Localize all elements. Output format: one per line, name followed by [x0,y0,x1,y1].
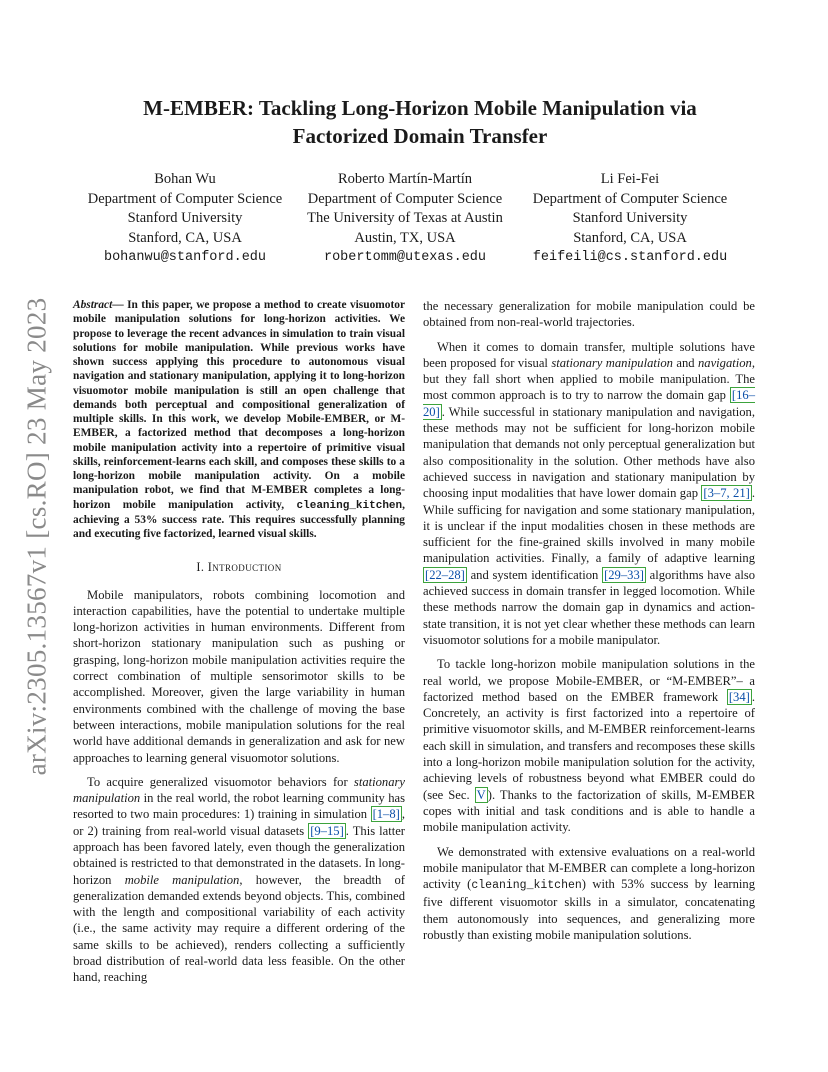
text-run: and [672,355,698,370]
author-institution: Stanford University [572,210,688,226]
intro-paragraph-2-continued: the necessary generalization for mobile manipulation could be obtained from non-real-world trajectories. [423,299,755,330]
emphasis: stationary manipulation [73,774,405,806]
author-email[interactable]: bohanwu@stanford.edu [103,250,267,265]
author-3 [525,170,735,268]
citation-link[interactable]: [22–28] [425,567,465,582]
abstract-text: In this paper, we propose a method to create visuomotor mobile manipulation solutions for long-horizon activities. We propose to leverage the recent advances in simulation to train visual solutions for mobile manipulation. While previous works have shown success applying this procedure to autonomous visual navigation and stationary manipulation, applying it to long-horizon visuomotor mobile manipulation is still an open challenge that demands both perceptual and compositional generalization of multiple skills. In this work, we develop Mobile-EMBER, or M-EMBER, a factorized method that decomposes a long-horizon mobile manipulation activity into a repertoire of primitive visual skills, reinforcement-learns each skill, and composes these skills to a long-horizon mobile manipulation activity. On a mobile manipulation robot, we find that M-EMBER completes a long-horizon mobile manipulation activity, [73,299,405,511]
intro-paragraph-5 [423,844,755,944]
section-heading-introduction: I. Introduction [196,560,282,575]
arxiv-identifier-stamp [22,0,52,1072]
arxiv-identifier: arXiv:2305.13567v1 [cs.RO] 23 May 2023 [21,297,52,775]
citation-link[interactable]: [34] [728,689,750,704]
text-run: algorithms have also achieved success in domain transfer in legged locomotion. While these methods narrow the domain gap in dynamics and action-state transition, it is not yet clear whether these methods can learn visuomotor solutions for a mobile manipulator. [423,567,756,647]
author-institution: Stanford University [127,210,243,226]
paper-title-line-2: Factorized Domain Transfer [292,124,548,148]
text-run: ). Thanks to the factorization of skills, M-EMBER copes with initial and task conditions and is able to handle a mobile manipulation activity. [423,787,755,835]
author-department: Department of Computer Science [532,190,728,207]
section-reference-link[interactable]: V [476,787,486,802]
author-name: Roberto Martín-Martín [337,171,473,187]
paper-title-line-1: M-EMBER: Tackling Long-Horizon Mobile Manipulation via [143,96,697,120]
author-location: Stanford, CA, USA [128,229,242,246]
author-name: Bohan Wu [154,171,216,187]
citation-link[interactable]: [9–15] [310,823,344,838]
abstract-label: Abstract [73,299,113,311]
author-location: Stanford, CA, USA [573,229,687,246]
text-run: in the real world, the robot learning community has resorted to two main procedures: 1) training in simulation [73,791,405,822]
text-run: , but they fall short when applied to mobile manipulation. The most common approach is to try to narrow the domain gap [423,355,755,403]
text-run: When it comes to domain transfer, multiple solutions have been proposed for visual [423,339,755,370]
author-institution: The University of Texas at Austin [307,210,503,226]
activity-code: cleaning_kitchen [471,879,582,893]
emphasis: stationary manipulation [551,355,673,370]
text-run: We demonstrated with extensive evaluations on a real-world mobile manipulator that M-EMBER can complete a long-horizon activity ( [423,844,755,892]
author-email[interactable]: robertomm@utexas.edu [323,250,487,265]
paper-title [90,94,750,150]
citation-link[interactable]: [29–33] [604,567,644,582]
intro-paragraph-3 [423,339,755,649]
abstract [73,298,405,541]
citation-link[interactable]: [3–7, 21] [703,486,750,501]
text-run: ) with 53% success by learning five different visuomotor skills in a simulator, concatenating them autonomously into sequences, and generalizing more robustly than existing mobile manipulation solutions. [423,877,755,942]
text-run: . Concretely, an activity is first factorized into a repertoire of primitive visuomotor skills, and M-EMBER reinforcement-learns each skill in simulation, and transfers and recomposes these skills into a long-horizon mobile manipulation solution for the activity, achieving levels of robustness beyond what EMBER could do (see Sec. [423,689,755,802]
text-run: and system identification [466,567,603,582]
citation-link[interactable]: [16–20] [423,388,755,419]
right-column [423,298,755,951]
emphasis: mobile manipulation [124,872,240,887]
author-email[interactable]: feifeili@cs.stanford.edu [532,250,728,265]
author-location: Austin, TX, USA [354,229,456,246]
activity-code: cleaning_kitchen [296,499,403,512]
intro-paragraph-2 [73,774,405,986]
citation-link[interactable]: [1–8] [372,807,400,822]
abstract-dash: — [112,299,124,311]
text-run: . While successful in stationary manipulation and navigation, these methods may not be sufficient for long-horizon mobile manipulation that demands not only perceptual generalization but also compositionality in the solution. Other methods have also achieved success in navigation and stationary manipulation by choosing input modalities that have lower domain gap [423,404,755,501]
author-2 [300,170,510,268]
author-1 [85,170,285,268]
text-run: , or 2) training from real-world visual datasets [73,807,405,838]
text-run: . While sufficing for navigation and some stationary manipulation, it is unclear if the input modalities chosen in these methods are sufficient for the fine-grained skills involved in many mobile manipulation activities. Finally, a family of adaptive learning [423,486,755,566]
text-run: , however, the breadth of generalization demanded extends beyond objects. This, combined with the length and compositional variability of each activity (i.e., the same activity may require a different ordering of the same skills to be achieved), renders collecting a sufficiently broad distribution of real-world data less feasible. On the other hand, reaching [73,872,406,985]
text-run: . This latter approach has been favored lately, even though the generalization obtained is restricted to that demonstrated in the datasets. In long-horizon [73,823,405,887]
author-department: Department of Computer Science [307,190,503,207]
text-run: To acquire generalized visuomotor behaviors for [87,774,354,789]
text-run: To tackle long-horizon mobile manipulation solutions in the real world, we propose Mobile-EMBER, or “M-EMBER”– a factorized method based on the EMBER framework [423,657,755,704]
emphasis: navigation [697,355,752,370]
author-department: Department of Computer Science [87,190,283,207]
intro-paragraph-1: Mobile manipulators, robots combining locomotion and interaction capabilities, have the potential to undertake multiple long-horizon activities in human environments. Different from short-horizon stationary manipulation such as pushing or grasping, long-horizon mobile manipulation activities require the correct combination of multiple sensorimotor skills to be accomplished. Moreover, given the large variability in human environments combined with the challenge of moving the base between interactions, mobile manipulation solutions for the real world have additional demands in generalization and ask for new approaches to learning general visuomotor solutions. [73,587,405,765]
abstract-text-end: , achieving a 53% success rate. This requires successfully planning and executing five factorized, learned visual skills. [73,498,405,540]
intro-paragraph-4 [423,656,755,835]
left-column [73,298,405,994]
author-name: Li Fei-Fei [600,171,660,187]
